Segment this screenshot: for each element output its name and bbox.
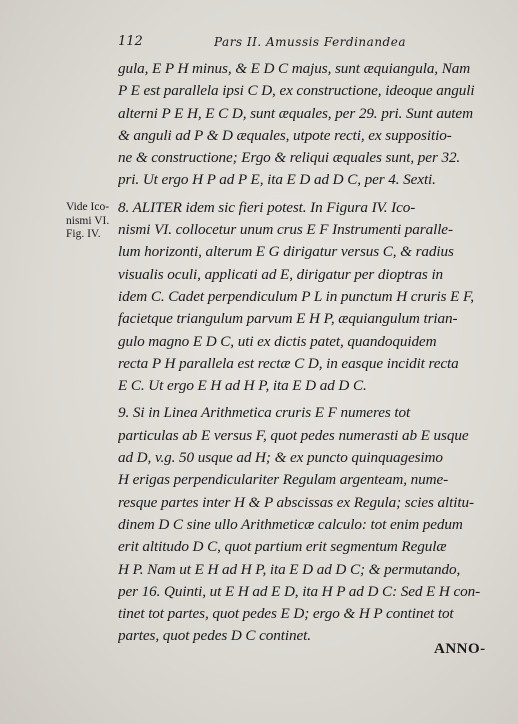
catchword: ANNO- [434, 641, 486, 657]
text-line: visualis oculi, applicati ad E, dirigatur per dioptras in [118, 265, 444, 283]
running-head: Pars II. Amussis Ferdinandea [214, 35, 406, 49]
margin-note-line: Vide Ico- [66, 201, 110, 213]
text-line: partes, quot pedes D C continet. [118, 627, 311, 645]
text-line: lum horizonti, alterum E G dirigatur versus C, & radius [118, 243, 454, 261]
text-line: ne & constructione; Ergo & reliqui æquales sunt, per 32. [118, 149, 461, 167]
text-line: ad D, v.g. 50 usque ad H; & ex puncto quinquagesimo [118, 449, 443, 467]
text-line: erit altitudo D C, quot partium erit segmentum Regulæ [118, 538, 447, 556]
margin-note [66, 201, 118, 242]
text-line: P E est parallela ipsi C D, ex constructione, ideoque anguli [118, 82, 475, 100]
text-line: H P. Nam ut E H ad H P, ita E D ad D C; & permutando, [118, 560, 461, 578]
page-header [118, 34, 458, 54]
text-line: 8. ALITER idem sic fieri potest. In Figura IV. Ico- [118, 198, 416, 216]
text-line: E C. Ut ergo E H ad H P, ita E D ad D C. [118, 377, 367, 395]
text-line: nismi VI. collocetur unum crus E F Instrumenti paralle- [118, 221, 453, 239]
text-line: recta P H parallela est rectæ C D, in easque incidit recta [118, 354, 459, 372]
margin-note-line: nismi VI. [66, 214, 110, 227]
text-line: dinem D C sine ullo Arithmeticæ calculo: tot enim pedum [118, 515, 463, 533]
text-line: gula, E P H minus, & E D C majus, sunt æquiangula, Nam [118, 60, 471, 77]
text-line: idem C. Cadet perpendiculum P L in punctum H cruris E F, [118, 287, 474, 305]
text-line: pri. Ut ergo H P ad P E, ita E D ad D C, per 4. Sexti. [118, 171, 436, 189]
text-line: 9. Si in Linea Arithmetica cruris E F numeres tot [118, 404, 411, 422]
text-line: per 16. Quinti, ut E H ad E D, ita H P ad D C: Sed E H con- [118, 582, 481, 600]
text-line: & anguli ad P & D æquales, utpote recti, ex suppositio- [118, 126, 452, 144]
text-line: gulo magno E D C, uti ex dictis patet, quandoquidem [118, 332, 437, 350]
text-line: particulas ab E versus F, quot pedes numerasti ab E usque [118, 426, 469, 444]
body-text [118, 58, 486, 648]
text-line: tinet tot partes, quot pedes E D; ergo & H P continet tot [118, 605, 454, 623]
text-line: resque partes inter H & P abscissas ex Regula; scies altitu- [118, 493, 474, 511]
text-line: facietque triangulum parvum E H P, æquiangulum trian- [118, 310, 458, 328]
text-line: alterni P E H, E C D, sunt æquales, per 29. pri. Sunt autem [118, 104, 473, 122]
page-number: 112 [118, 34, 143, 49]
margin-note-line: Fig. IV. [66, 228, 101, 240]
text-line: H erigas perpendiculariter Regulam argenteam, nume- [118, 471, 449, 489]
